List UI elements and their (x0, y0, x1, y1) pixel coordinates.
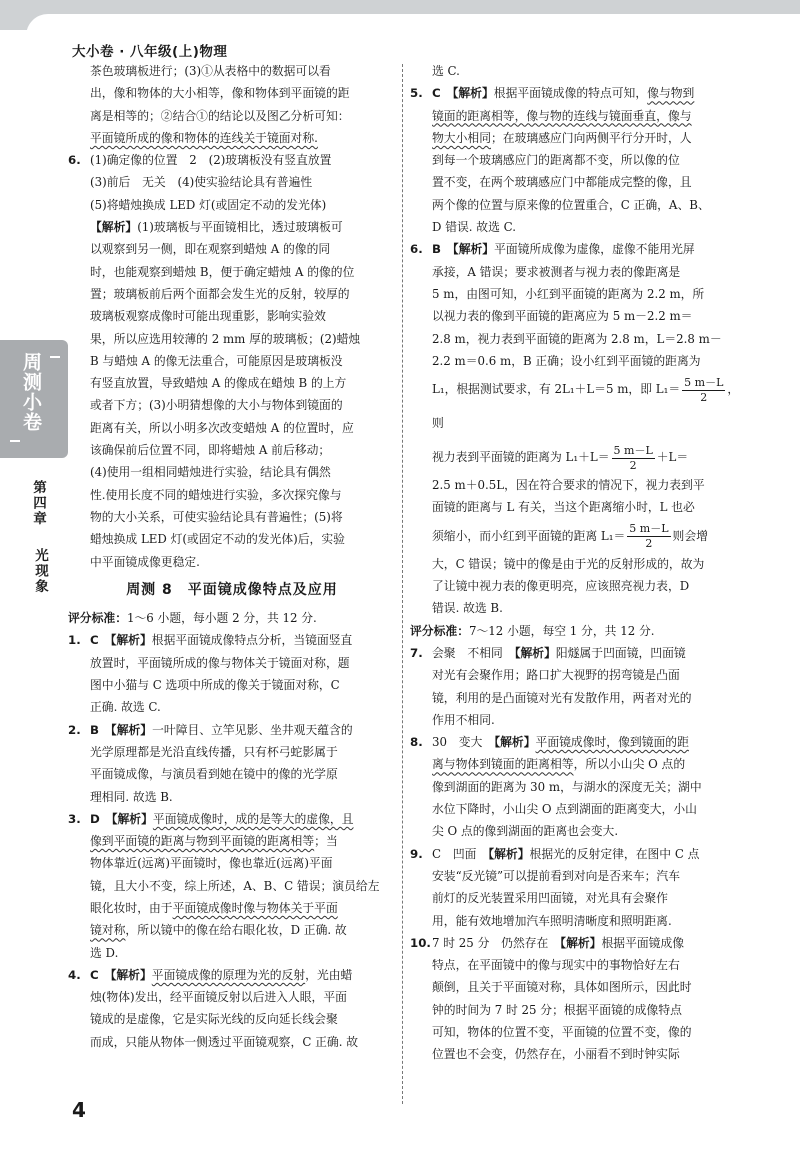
question-number: 6. (68, 153, 81, 168)
analysis-line: 有竖直放置，导致蜡烛 A 的像成在蜡烛 B 的上方 (90, 376, 347, 391)
emphasis-text: 镜面的距离相等，像与物的连线与镜面垂直，像与 (432, 108, 692, 123)
chapter-name: 光现象 (32, 548, 48, 595)
answer: 30 变大 (432, 735, 483, 750)
analysis-tag: 【解析】 (514, 645, 556, 660)
analysis-line: 性.使用长度不同的蜡烛进行实验，多次探究像与 (90, 487, 342, 502)
analysis-line: 物体靠近(远离)平面镜时，像也靠近(远离)平面 (90, 856, 333, 871)
analysis-tag: 【解析】 (110, 722, 153, 737)
analysis-line: 镜，且大小不变，综上所述，A、B、C 错误；演员给左 (90, 878, 380, 893)
analysis-line: 以视力表的像到平面镜的距离应为 5 m－2.2 m＝ (432, 309, 693, 324)
analysis-line: 根据平面镜成像 (601, 935, 685, 950)
analysis-line: 位置也不会变，仍然存在，小丽看不到时钟实际 (432, 1047, 680, 1062)
analysis-line: 果，所以应选用较薄的 2 mm 厚的玻璃板；(2)蜡烛 (90, 331, 361, 346)
question-9 (410, 843, 742, 932)
analysis-line: 水位下降时，小山尖 O 点到湖面的距离变大，小山 (432, 802, 697, 817)
emphasis-text: 平面镜成像时像与物体关于平面 (172, 900, 338, 915)
answer-line: (1)确定像的位置 2 (2)玻璃板没有竖直放置 (90, 153, 332, 168)
question-number: 3. (68, 811, 81, 826)
right-column (410, 60, 742, 1066)
analysis-line: 置；玻璃板前后两个面都会发生光的反射，较厚的 (90, 286, 350, 301)
tab-tick-bottom (10, 440, 20, 442)
fraction (682, 376, 725, 405)
analysis-line: 镜成的是虚像，它是实际光线的反向延长线会聚 (90, 1012, 338, 1027)
answer: C (90, 633, 99, 648)
analysis-tag: 【解析】 (111, 811, 153, 826)
answer-line: (3)前后 无关 (4)使实验结论具有普遍性 (90, 175, 313, 190)
text-line: 选 C. (432, 64, 460, 78)
emphasis-text: 离与物体到镜面的距离相等 (432, 757, 574, 772)
question-number: 10. (410, 935, 431, 950)
answer: B (432, 242, 441, 257)
analysis-text: ；当 (314, 834, 338, 849)
answer: C (90, 967, 99, 982)
analysis-line: 2.5 m＋0.5L，因在符合要求的情况下，视力表到平 (432, 478, 705, 493)
fraction (627, 522, 670, 551)
question-4 (68, 964, 396, 1053)
fraction-denominator: 2 (700, 390, 708, 404)
analysis-line: 作用不相同. (432, 712, 495, 727)
analysis-line: 该确保前后位置不同，即将蜡烛 A 前后移动； (90, 443, 331, 458)
analysis-text: ；在玻璃感应门向两侧平行分开时，人 (491, 130, 692, 145)
scoring-standard (410, 620, 742, 642)
analysis-tag: 【解析】 (452, 86, 494, 101)
scoring-text: 1～6 小题，每小题 2 分，共 12 分. (127, 611, 317, 626)
side-tab-label: 周测小卷 (20, 352, 42, 432)
question-number: 2. (68, 722, 81, 737)
analysis-line: 了让镜中视力表的像更明亮，应该照亮视力表，D (432, 579, 690, 594)
question-3 (68, 808, 396, 964)
formula-line (432, 440, 742, 474)
emphasis-text: 像与物到 (647, 86, 695, 101)
emphasis-text: 物大小相同 (432, 130, 491, 145)
question-number: 7. (410, 645, 423, 660)
analysis-line: 光学原理都是光沿直线传播，只有杯弓蛇影属于 (90, 744, 338, 759)
analysis-line: 2.2 m＝0.6 m，B 正确；设小红到平面镜的距离为 (432, 353, 701, 368)
analysis-line: 尖 O 点的像到湖面的距离也会变大. (432, 824, 619, 839)
formula-line (432, 519, 742, 553)
left-column (68, 60, 396, 1053)
analysis-tag: 【解析】 (90, 220, 138, 235)
formula-text: ＋L＝ (656, 450, 689, 465)
fraction-denominator: 2 (645, 537, 653, 551)
scoring-text: 7～12 小题，每空 1 分，共 12 分. (469, 623, 655, 638)
analysis-line: 平面镜所成像为虚像，虚像不能用光屏 (494, 242, 695, 257)
analysis-tag: 【解析】 (452, 242, 495, 257)
analysis-line: B 与蜡烛 A 的像无法重合，可能原因是玻璃板没 (90, 353, 343, 368)
analysis-line: 置不变，在两个玻璃感应门中都能成完整的像，且 (432, 175, 692, 190)
analysis-line: 而成，只能从物体一侧透过平面镜观察，C 正确. 故 (90, 1034, 359, 1049)
text-line: 出，像和物体的大小相等，像和物体到平面镜的距 (90, 86, 350, 101)
analysis-line: 物的大小关系，可使实验结论具有普遍性；(5)将 (90, 509, 343, 524)
text-line: 茶色玻璃板进行；(3)①从表格中的数据可以看 (90, 64, 331, 78)
text-line: 离是相等的；②结合①的结论以及图乙分析可知： (90, 108, 350, 123)
analysis-line: 钟的时间为 7 时 25 分；根据平面镜的成像特点 (432, 1002, 682, 1017)
question-number: 6. (410, 242, 423, 257)
analysis-line: 蜡烛换成 LED 灯(或固定不动的发光体)后，实验 (90, 532, 345, 547)
analysis-line: 像到湖面的距离为 30 m，与湖水的深度无关；湖中 (432, 779, 702, 794)
chapter-number: 第四章 (30, 480, 46, 527)
formula-text: 须缩小，而小红到平面镜的距离 L₁＝ (432, 528, 626, 543)
analysis-line: 颠倒，且关于平面镜对称，具体如图所示，因此时 (432, 980, 692, 995)
analysis-line: 特点，在平面镜中的像与现实中的事物恰好左右 (432, 958, 680, 973)
analysis-line: 图中小猫与 C 选项中所成的像关于镜面对称，C (90, 678, 340, 693)
emphasis-text: 平面镜成像时，像到镜面的距 (535, 735, 689, 750)
emphasis-text: 镜对称 (90, 923, 126, 938)
q5-continuation (68, 60, 396, 149)
analysis-line: 镜，利用的是凸面镜对光有发散作用，两者对光的 (432, 690, 692, 705)
tab-tick-top (50, 356, 60, 358)
formula-text: 视力表到平面镜的距离为 L₁＋L＝ (432, 450, 610, 465)
analysis-line: (1)玻璃板与平面镜相比，透过玻璃板可 (137, 220, 343, 235)
question-number: 4. (68, 967, 81, 982)
emphasis-text: 平面镜所成的像和物体的连线关于镜面对称. (90, 130, 318, 145)
analysis-text: ，光由蜡 (305, 967, 353, 982)
book-header: 大小卷 · 八年级(上)物理 (72, 44, 228, 60)
analysis-line: 或者下方；(3)小明猜想像的大小与物体到镜面的 (90, 398, 343, 413)
question-number: 8. (410, 735, 423, 750)
formula-text: L₁，根据测试要求，有 2L₁＋L＝5 m，即 L₁＝ (432, 382, 681, 397)
analysis-line: 玻璃板观察成像时可能出现重影，影响实验效 (90, 309, 326, 324)
analysis-line: 以观察到另一侧，即在观察到蜡烛 A 的像的同 (90, 242, 331, 257)
answer: C (432, 86, 441, 101)
fraction-numerator: 5 m－L (613, 443, 653, 457)
question-6-right (410, 238, 742, 619)
analysis-line: 到每一个玻璃感应门的距离都不变，所以像的位 (432, 153, 680, 168)
answer: C 凹面 (432, 846, 477, 861)
analysis-line: D 错误. 故选 C. (432, 220, 517, 235)
analysis-line: 两个像的位置与原来像的位置重合，C 正确，A、B、 (432, 197, 710, 212)
analysis-line: 中平面镜成像更稳定. (90, 554, 200, 569)
analysis-tag: 【解析】 (110, 967, 152, 982)
analysis-tag: 【解析】 (488, 846, 530, 861)
question-number: 5. (410, 86, 423, 101)
analysis-line: 安装“反光镜”可以提前看到对向是否来车；汽车 (432, 868, 681, 883)
emphasis-text: 像到平面镜的距离与物到平面镜的距离相等 (90, 834, 315, 849)
analysis-text: ，所以镜中的像在给右眼化妆，D 正确. 故 (125, 923, 347, 938)
answer: B (90, 722, 99, 737)
analysis-line: 根据光的反射定律，在图中 C 点 (529, 846, 700, 861)
question-6 (68, 149, 396, 573)
answer: 会聚 不相同 (432, 645, 503, 660)
analysis-line: 平面镜成像，与演员看到她在镜中的像的光学原 (90, 767, 338, 782)
analysis-line: 面镜的距离与 L 有关，当这个距离缩小时，L 也必 (432, 500, 695, 515)
analysis-line: 理相同. 故选 B. (90, 789, 173, 804)
answer: D (90, 811, 100, 826)
analysis-line: 放置时，平面镜所成的像与物体关于镜面对称，题 (90, 655, 350, 670)
answer: 7 时 25 分 仍然存在 (432, 935, 549, 950)
answer-line: (5)将蜡烛换成 LED 灯(或固定不动的发光体) (90, 197, 327, 212)
formula-text: 则会增 (672, 528, 708, 543)
q4-continuation (410, 60, 742, 82)
question-10 (410, 932, 742, 1066)
question-1 (68, 629, 396, 718)
formula-line (432, 372, 742, 440)
fraction-denominator: 2 (629, 458, 637, 472)
fraction-numerator: 5 m－L (684, 375, 724, 389)
analysis-line: 大，C 错误；镜中的像是由于光的反射形成的，故为 (432, 556, 705, 571)
question-number: 9. (410, 846, 423, 861)
scoring-label: 评分标准： (410, 623, 469, 638)
column-divider (402, 64, 403, 1104)
fraction-numerator: 5 m－L (629, 522, 669, 536)
analysis-line: 烛(物体)发出，经平面镜反射以后进入人眼，平面 (90, 990, 347, 1005)
analysis-tag: 【解析】 (110, 633, 152, 648)
question-7 (410, 642, 742, 731)
analysis-line: 用，能有效地增加汽车照明清晰度和照明距离. (432, 913, 672, 928)
analysis-line: (4)使用一组相同蜡烛进行实验，结论具有偶然 (90, 465, 331, 480)
question-8 (410, 731, 742, 842)
analysis-line: 2.8 m，视力表到平面镜的距离为 2.8 m，L＝2.8 m－ (432, 331, 722, 346)
analysis-line: 可知，物体的位置不变，平面镜的位置不变，像的 (432, 1024, 692, 1039)
formula-text: ，则 (432, 382, 740, 431)
analysis-line: 时，也能观察到蜡烛 B，便于确定蜡烛 A 的像的位 (90, 264, 355, 279)
analysis-line: 对光有会聚作用；路口扩大视野的拐弯镜是凸面 (432, 668, 680, 683)
analysis-line: 5 m，由图可知，小红到平面镜的距离为 2.2 m，所 (432, 286, 705, 301)
analysis-line: 前灯的反光装置采用凹面镜，对光具有会聚作 (432, 891, 668, 906)
analysis-text: ，所以小山尖 O 点的 (573, 757, 686, 772)
analysis-line: 正确. 故选 C. (90, 700, 161, 715)
question-5 (410, 82, 742, 238)
analysis-line: 错误. 故选 B. (432, 601, 503, 616)
question-number: 1. (68, 633, 81, 648)
analysis-tag: 【解析】 (560, 935, 602, 950)
analysis-line: 根据平面镜成像特点分析，当镜面竖直 (151, 633, 353, 648)
fraction (612, 444, 655, 473)
emphasis-text: 平面镜成像时，成的是等大的虚像，且 (152, 811, 354, 826)
analysis-line: 距离有关，所以小明多次改变蜡烛 A 的位置时，应 (90, 420, 354, 435)
side-tab (0, 340, 68, 458)
question-2 (68, 719, 396, 808)
scoring-label: 评分标准： (68, 611, 127, 626)
page-number: 4 (72, 1098, 86, 1122)
scoring-standard (68, 607, 396, 629)
analysis-line: 一叶障目、立竿见影、坐井观天蕴含的 (152, 722, 353, 737)
analysis-line: 承接，A 错误；要求被测者与视力表的像距离是 (432, 264, 681, 279)
section-title: 周测 8 平面镜成像特点及应用 (126, 581, 338, 598)
analysis-line: 阳燧属于凹面镜，凹面镜 (555, 645, 686, 660)
emphasis-text: 平面镜成像的原理为光的反射 (151, 967, 306, 982)
analysis-text: 眼化妆时，由于 (90, 900, 173, 915)
analysis-text: 根据平面镜成像的特点可知， (493, 86, 648, 101)
analysis-line: 选 D. (90, 945, 119, 960)
analysis-tag: 【解析】 (494, 735, 536, 750)
